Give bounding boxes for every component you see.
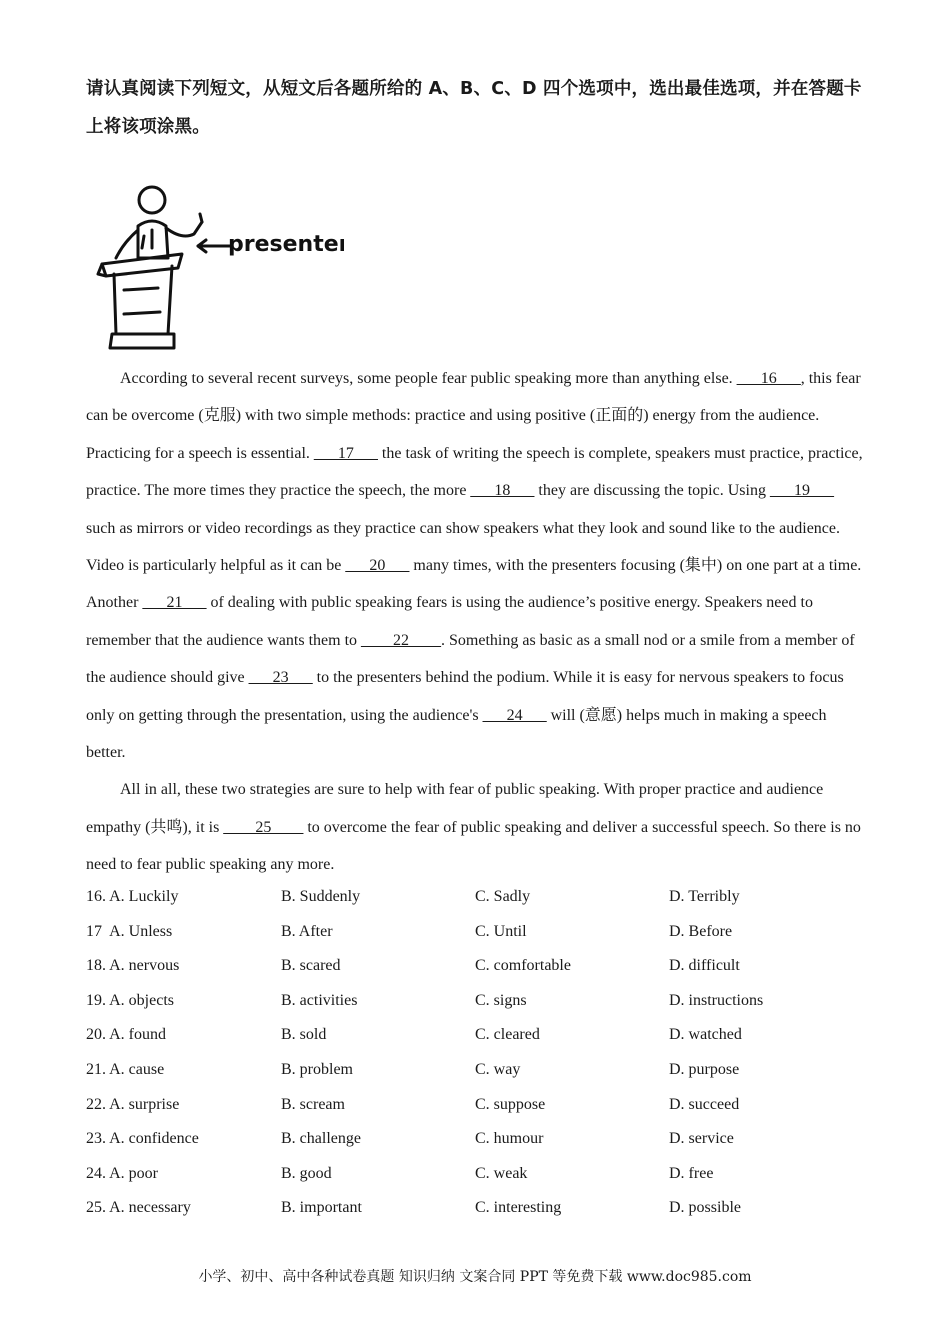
option-a: 20. A. found [86,1026,166,1044]
blank-19: ___19___ [769,482,834,500]
passage-text: will (意愿) helps much in making a speech better. [86,706,827,762]
question-18-options [86,949,866,984]
option-a: 21. A. cause [86,1060,165,1078]
question-25-options [86,1191,866,1226]
instructions: 请认真阅读下列短文，从短文后各题所给的 A、B、C、D 四个选项中，选出最佳选项，并在答题卡上将该项涂黑。 [86,79,862,137]
option-b: B. scream [281,1095,345,1113]
presenter-podium-icon [94,178,344,358]
question-17-options [86,915,866,950]
passage-text: such as mirrors or video recordings as they practice can show speakers what they look and sound like to the audience. Video is particularly helpful as it can be [86,519,840,575]
option-d: D. watched [669,1026,742,1044]
passage-text: , this fear can be overcome (克服) with two simple methods: practice and using positive (正面的) energy from the audience. Practicing for a speech is essential. [86,370,861,462]
option-a: 23. A. confidence [86,1130,199,1148]
passage-text: of dealing with public speaking fears is using the audience’s positive energy. Speakers need to remember that the audience wants them to [86,594,813,649]
blank-20: ___20___ [345,557,410,575]
question-23-options [86,1122,866,1157]
question-24-options [86,1157,866,1192]
option-c: C. signs [475,991,527,1009]
option-a: 18. A. nervous [86,957,180,975]
blank-23: ___23___ [248,669,313,687]
option-c: C. cleared [475,1026,540,1044]
blank-16: ___16___ [736,370,801,387]
option-d: D. Before [669,922,733,940]
question-22-options [86,1088,866,1123]
option-b: B. activities [281,991,358,1009]
passage [86,360,866,884]
option-d: D. possible [669,1199,741,1217]
option-b: B. important [281,1199,362,1217]
option-b: B. sold [281,1026,327,1044]
paragraph-2 [86,771,866,883]
option-d: D. Terribly [669,888,740,905]
passage-text: to the presenters behind the podium. While it is easy for nervous speakers to focus only on getting through the presentation, using the audience's [86,669,844,724]
option-c: C. Until [475,922,527,940]
option-c: C. interesting [475,1199,562,1217]
presenter-illustration [94,178,344,358]
option-c: C. weak [475,1164,528,1182]
blank-22: ____22____ [361,631,442,649]
passage-text: to overcome the fear of public speaking and deliver a successful speech. So there is no need to fear public speaking any more. [86,818,861,874]
blank-21: ___21___ [142,594,207,612]
question-19-options [86,984,866,1019]
option-b: B. Suddenly [281,888,361,905]
option-c: C. Sadly [475,888,531,905]
option-b: B. problem [281,1060,353,1078]
option-b: B. good [281,1164,332,1182]
question-16-options [86,880,866,915]
option-d: D. service [669,1130,734,1148]
passage-text: . Something as basic as a small nod or a smile from a member of the audience should give [86,631,855,687]
question-21-options [86,1053,866,1088]
passage-text: All in all, these two strategies are sure to help with fear of public speaking. With proper practice and audience empathy (共鸣), it is [86,781,824,836]
blank-25: ____25____ [223,818,304,836]
question-20-options [86,1018,866,1053]
option-b: B. After [281,922,333,940]
option-a: 16. A. Luckily [86,888,179,905]
passage-text: many times, with the presenters focusing (集中) on one part at a time. Another [86,557,862,612]
blank-17: ___17___ [313,444,378,462]
passage-text: they are discussing the topic. Using [534,482,770,500]
option-a: 25. A. necessary [86,1199,191,1217]
blank-24: ___24___ [482,706,547,724]
option-a: 19. A. objects [86,991,174,1009]
option-d: D. free [669,1164,714,1182]
option-b: B. scared [281,957,341,975]
paragraph-1 [86,360,866,771]
option-c: C. way [475,1060,521,1078]
presenter-label: presenter [228,232,344,257]
option-a: 24. A. poor [86,1164,158,1182]
option-a: 17 A. Unless [86,922,173,940]
page-footer: 小学、初中、高中各种试卷真题 知识归纳 文案合同 PPT 等免费下载 www.doc985.com [198,1269,752,1285]
passage-text: the task of writing the speech is complete, speakers must practice, practice, practice. The more times they practice the speech, the more [86,444,863,500]
option-a: 22. A. surprise [86,1095,180,1113]
blank-18: ___18___ [470,482,535,500]
option-c: C. suppose [475,1095,546,1113]
option-d: D. difficult [669,957,740,975]
option-d: D. succeed [669,1095,740,1113]
option-d: D. purpose [669,1060,740,1078]
passage-text: According to several recent surveys, some people fear public speaking more than anything else. [120,370,737,387]
answer-options [86,880,866,1226]
option-d: D. instructions [669,991,764,1009]
option-c: C. humour [475,1130,544,1148]
option-c: C. comfortable [475,957,571,975]
option-b: B. challenge [281,1130,361,1148]
